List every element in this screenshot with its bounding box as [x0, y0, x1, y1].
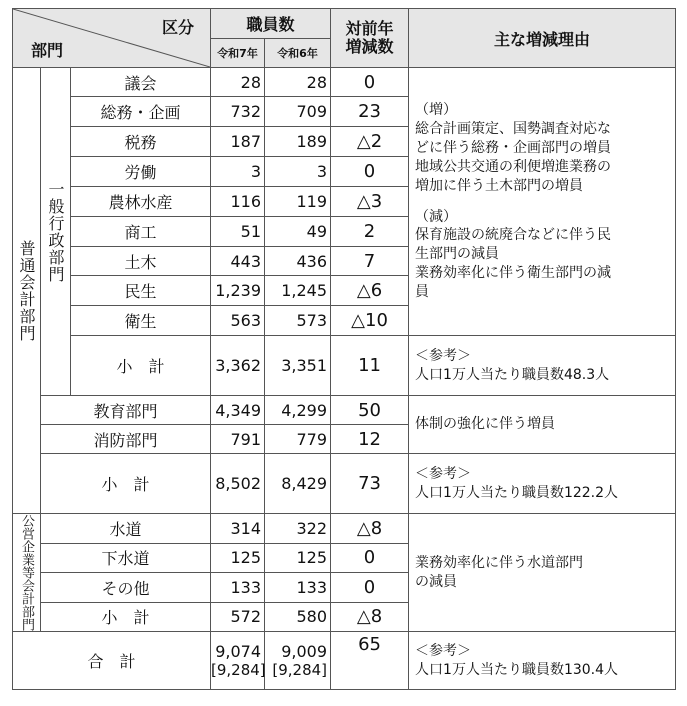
reason-line: の減員 [415, 573, 458, 590]
cell-r7: 572 [211, 602, 265, 632]
group-ippan: 一般行政部門 [41, 68, 71, 396]
cell-r6: 28 [265, 68, 331, 97]
cell-r6: 709 [265, 97, 331, 127]
total-r6: 9,009 [281, 641, 328, 661]
staff-table [12, 8, 676, 690]
cell-diff: 12 [331, 425, 409, 454]
row-name: 総務・企画 [71, 97, 211, 127]
cell-r6: 189 [265, 127, 331, 157]
row-name: 衛生 [71, 306, 211, 336]
total-r7-bracket: [9,284] [211, 661, 266, 680]
cell-diff: △8 [331, 602, 409, 632]
row-name: 税務 [71, 127, 211, 157]
note-label: ＜参考＞ [415, 642, 472, 659]
note-text: 人口1万人当たり職員数48.3人 [415, 366, 610, 383]
cell-diff: 11 [331, 336, 409, 396]
cell-diff: 2 [331, 217, 409, 247]
table-row-subtotal [13, 454, 676, 514]
cell-r7 [211, 632, 265, 690]
cell-r6: 779 [265, 425, 331, 454]
cell-r6: 322 [265, 514, 331, 544]
cell-diff: 0 [331, 543, 409, 573]
header-staff: 職員数 [211, 9, 331, 39]
cell-r6: 125 [265, 543, 331, 573]
note-label: ＜参考＞ [415, 347, 472, 364]
row-name: 小 計 [71, 336, 211, 396]
cell-r7: 563 [211, 306, 265, 336]
reason-line: 総合計画策定、国勢調査対応な [415, 120, 612, 137]
header-diagonal-cell [13, 9, 211, 68]
cell-r6: 49 [265, 217, 331, 247]
cell-diff: 73 [331, 454, 409, 514]
total-r6-bracket: [9,284] [272, 661, 328, 680]
reason-line: 員 [415, 284, 430, 301]
cell-r7: 1,239 [211, 276, 265, 306]
row-name: 土木 [71, 247, 211, 276]
reason-line: どに伴う総務・企画部門の増員 [415, 139, 612, 156]
cell-r6 [265, 632, 331, 690]
reason-line: 保育施設の統廃合などに伴う民 [415, 227, 612, 244]
header-bumon: 部門 [31, 41, 64, 60]
reason-line: 地域公共交通の利便増進業務の [415, 158, 612, 175]
cell-diff: 0 [331, 68, 409, 97]
cell-diff: 7 [331, 247, 409, 276]
row-name: 民生 [71, 276, 211, 306]
cell-diff: 65 [331, 632, 409, 690]
cell-r6: 8,429 [265, 454, 331, 514]
row-name: 小 計 [41, 454, 211, 514]
cell-r6: 573 [265, 306, 331, 336]
header-reason: 主な増減理由 [409, 9, 676, 68]
cell-r7: 187 [211, 127, 265, 157]
group-koei: 公営企業等会計部門 [13, 514, 41, 632]
cell-r6: 1,245 [265, 276, 331, 306]
row-name: 商工 [71, 217, 211, 247]
ippan-subtotal-note [409, 336, 676, 396]
reason-line: 生部門の減員 [415, 246, 500, 263]
cell-r7: 8,502 [211, 454, 265, 514]
row-name: 水道 [41, 514, 211, 544]
note-text: 人口1万人当たり職員数122.2人 [415, 484, 619, 501]
cell-r6: 3,351 [265, 336, 331, 396]
cell-r7: 125 [211, 543, 265, 573]
cell-diff: △3 [331, 187, 409, 217]
table-row [13, 514, 676, 544]
cell-r6: 3 [265, 157, 331, 187]
cell-r7: 116 [211, 187, 265, 217]
row-name: 農林水産 [71, 187, 211, 217]
table-row [13, 396, 676, 425]
cell-r7: 4,349 [211, 396, 265, 425]
cell-diff: △6 [331, 276, 409, 306]
cell-r7: 443 [211, 247, 265, 276]
cell-r6: 580 [265, 602, 331, 632]
row-name: 小 計 [41, 602, 211, 632]
reason-line: 業務効率化に伴う衛生部門の減 [415, 265, 612, 282]
row-name: 労働 [71, 157, 211, 187]
ippan-reason [409, 68, 676, 336]
row-name: 消防部門 [41, 425, 211, 454]
cell-diff: 23 [331, 97, 409, 127]
reason-line: 業務効率化に伴う水道部門 [415, 554, 584, 571]
cell-r7: 732 [211, 97, 265, 127]
cell-r6: 4,299 [265, 396, 331, 425]
table-row-subtotal [13, 336, 676, 396]
row-name: 合 計 [13, 632, 211, 690]
reason-line: （減） [415, 208, 458, 225]
header-r6: 令和6年 [265, 39, 331, 68]
koei-reason [409, 514, 676, 632]
row-name: 下水道 [41, 543, 211, 573]
cell-r7: 791 [211, 425, 265, 454]
cell-r6: 436 [265, 247, 331, 276]
note-text: 人口1万人当たり職員数130.4人 [415, 661, 619, 678]
cell-r6: 133 [265, 573, 331, 603]
header-kubun: 区分 [162, 18, 195, 37]
cell-r7: 314 [211, 514, 265, 544]
total-r7: 9,074 [215, 641, 262, 661]
row-name: 教育部門 [41, 396, 211, 425]
note-label: ＜参考＞ [415, 465, 472, 482]
total-note [409, 632, 676, 690]
group-futsu: 普通会計部門 [13, 68, 41, 514]
table-row-total [13, 632, 676, 690]
header-r7: 令和7年 [211, 39, 265, 68]
reason-line: 増加に伴う土木部門の増員 [415, 177, 584, 194]
reason-line: （増） [415, 102, 458, 119]
cell-diff: △2 [331, 127, 409, 157]
cell-r7: 51 [211, 217, 265, 247]
reason-gap [415, 196, 669, 208]
cell-diff: △8 [331, 514, 409, 544]
cell-diff: △10 [331, 306, 409, 336]
futsu-subtotal-note [409, 454, 676, 514]
cell-diff: 50 [331, 396, 409, 425]
cell-r7: 3 [211, 157, 265, 187]
cell-diff: 0 [331, 157, 409, 187]
cell-r7: 3,362 [211, 336, 265, 396]
cell-diff: 0 [331, 573, 409, 603]
header-diff: 対前年 増減数 [331, 9, 409, 68]
row-name: 議会 [71, 68, 211, 97]
row-name: その他 [41, 573, 211, 603]
table-row [13, 68, 676, 97]
cell-r6: 119 [265, 187, 331, 217]
cell-r7: 133 [211, 573, 265, 603]
edu-fire-reason: 体制の強化に伴う増員 [409, 396, 676, 454]
cell-r7: 28 [211, 68, 265, 97]
